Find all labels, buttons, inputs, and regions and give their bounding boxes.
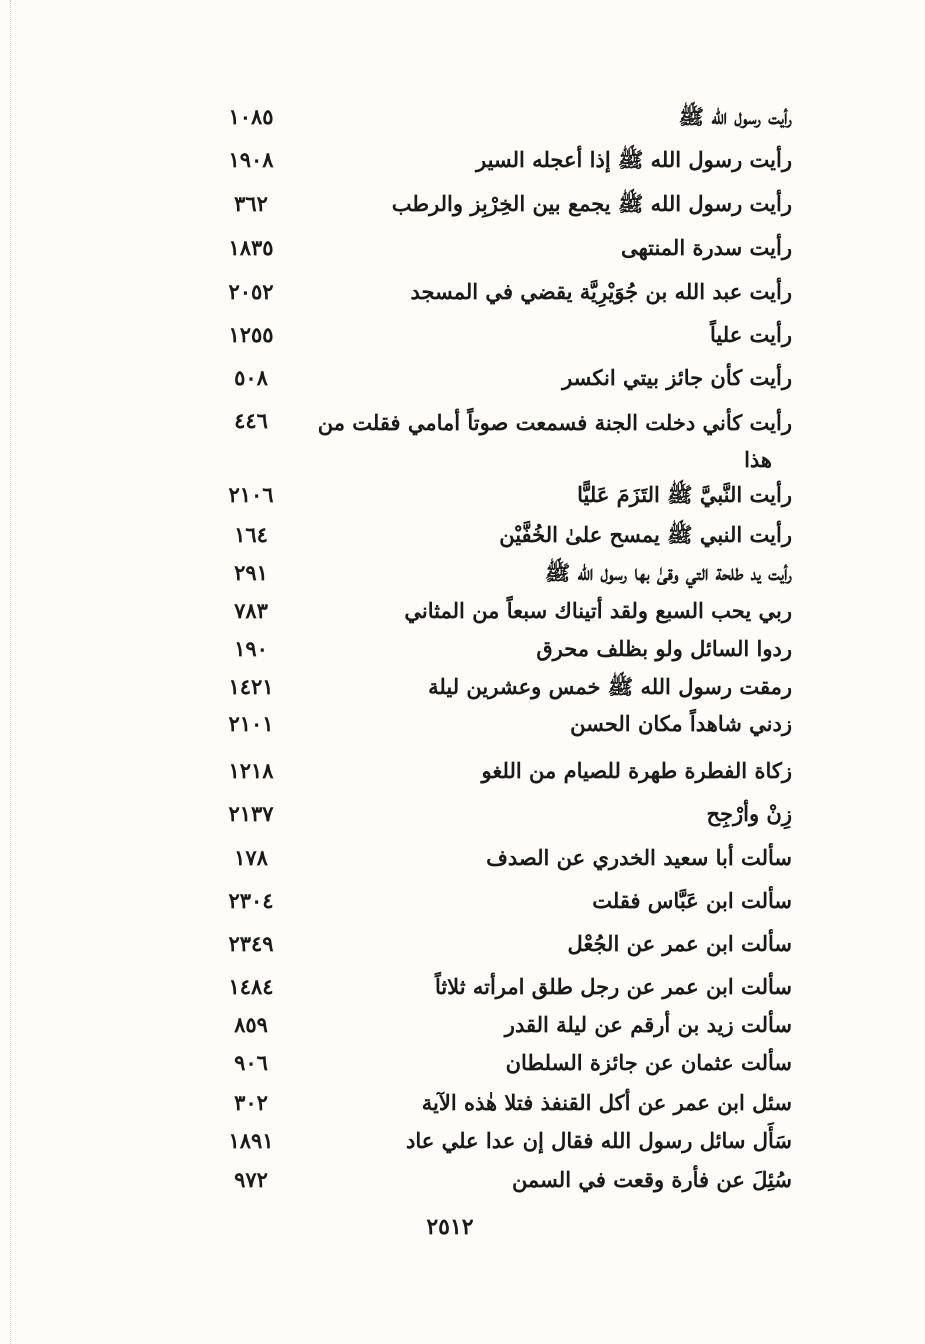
entry-number: ١٤٨٤	[228, 974, 274, 999]
index-entry	[200, 231, 800, 269]
index-entry	[200, 1046, 800, 1084]
entry-phrase: سُئِلَ عن فأرة وقعت في السمن	[511, 1167, 792, 1192]
index-entry	[200, 404, 800, 480]
index-entry	[200, 187, 800, 225]
entry-number: ١٢١٨	[228, 758, 274, 783]
entry-number: ٨٥٩	[234, 1012, 268, 1037]
entry-phrase: رأيت رسول الله ﷺ يجمع بين الخِرْبِز والرطب	[391, 191, 792, 216]
index-entry	[200, 797, 800, 835]
entry-phrase: سألت أبا سعيد الخدري عن الصدف	[486, 845, 792, 870]
entry-phrase: رأيت علياً	[710, 322, 792, 347]
entry-phrase	[302, 404, 792, 478]
entry-phrase: ردوا السائل ولو بظلف محرق	[536, 636, 792, 661]
entry-phrase: سألت ابن عمر عن الجُعْل	[567, 931, 792, 956]
entry-phrase: رأيت كأن جائز بيتي انكسر	[562, 365, 792, 390]
index-entry	[200, 100, 800, 138]
entry-phrase: رمقت رسول الله ﷺ خمس وعشرين ليلة	[428, 674, 792, 699]
entry-phrase: زكاة الفطرة طهرة للصيام من اللغو	[481, 758, 792, 783]
entry-phrase-line: رأيت كأني دخلت الجنة فسمعت صوتاً أمامي فقلت من	[317, 410, 792, 435]
entry-number: ٢٣٤٩	[228, 931, 274, 956]
index-entry	[200, 670, 800, 708]
index-entry	[200, 318, 800, 356]
entry-phrase: زِنْ وأرْجِح	[706, 801, 792, 826]
entry-phrase: رأيت رسول الله ﷺ إذا أعجله السير	[475, 147, 792, 172]
entry-phrase: رأيت رسول الله ﷺ	[678, 104, 792, 129]
index-entry	[200, 478, 800, 516]
index-entry	[200, 754, 800, 792]
entry-number: ٩٧٢	[234, 1167, 268, 1192]
index-entry	[200, 594, 800, 632]
index-entry	[200, 927, 800, 965]
entry-number: ١٦٤	[234, 522, 268, 547]
entry-number: ٥٠٨	[234, 365, 268, 390]
entry-number: ٢٩١	[234, 560, 268, 585]
index-entry	[200, 970, 800, 1008]
index-entry	[200, 361, 800, 399]
entry-phrase-continuation: هذا	[744, 447, 772, 472]
entry-phrase: ربي يحب السبع ولقد أتيناك سبعاً من المثاني	[404, 598, 792, 623]
entry-phrase: سألت عثمان عن جائزة السلطان	[505, 1050, 792, 1075]
index-entry	[200, 632, 800, 670]
entry-number: ١٨٩١	[228, 1128, 274, 1153]
entry-number: ١٤٢١	[228, 674, 274, 699]
index-entry	[200, 143, 800, 181]
entry-phrase: رأيت النبي ﷺ يمسح علىٰ الخُفَّيْن	[499, 522, 792, 547]
index-entry	[200, 1163, 800, 1201]
index-entry	[200, 1124, 800, 1162]
entry-number: ٢١٣٧	[228, 801, 274, 826]
index-entry	[200, 841, 800, 879]
entry-phrase: سألت ابن عَبَّاس فقلت	[592, 888, 792, 913]
entry-number: ١٠٨٥	[228, 104, 274, 129]
entry-phrase: سألت زيد بن أرقم عن ليلة القدر	[504, 1012, 792, 1037]
entry-number: ١٢٥٥	[228, 322, 274, 347]
index-entry	[200, 884, 800, 922]
index-entry	[200, 518, 800, 556]
entry-number: ٧٨٣	[234, 598, 268, 623]
index-entry	[200, 1008, 800, 1046]
page-number: ٢٥١٢	[426, 1214, 474, 1240]
entry-number: ٢٣٠٤	[228, 888, 274, 913]
entry-number: ٢١٠١	[228, 711, 274, 736]
entry-phrase: رأيت النَّبيَّ ﷺ التَزَمَ عَليًّا	[577, 482, 792, 507]
index-entry	[200, 556, 800, 594]
index-entry	[200, 275, 800, 313]
entry-number: ١٧٨	[234, 845, 268, 870]
entry-phrase: رأيت يد طلحة التي وقىٰ بها رسول الله ﷺ	[544, 560, 792, 585]
entry-phrase: سألت ابن عمر عن رجل طلق امرأته ثلاثاً	[434, 974, 792, 999]
entry-phrase: رأيت سدرة المنتهى	[620, 235, 792, 260]
entry-number: ١٨٣٥	[228, 235, 274, 260]
entry-phrase: سئل ابن عمر عن أكل القنفذ فتلا هٰذه الآية	[421, 1090, 792, 1115]
entry-number: ١٩٠٨	[228, 147, 274, 172]
entry-number: ٩٠٦	[234, 1050, 268, 1075]
entry-number: ٣٠٢	[234, 1090, 268, 1115]
entry-number: ٢٠٥٢	[228, 279, 274, 304]
index-entry	[200, 1086, 800, 1124]
entry-number: ٢١٠٦	[228, 482, 274, 507]
entry-phrase: سَأَل سائل رسول الله فقال إن عدا علي عاد	[406, 1128, 792, 1153]
entry-phrase: رأيت عبد الله بن جُوَيْرِيَّة يقضي في المسجد	[410, 279, 792, 304]
entry-number: ١٩٠	[234, 636, 268, 661]
index-entry	[200, 707, 800, 745]
entry-number: ٤٤٦	[234, 408, 268, 433]
entry-phrase: زدني شاهداً مكان الحسن	[570, 711, 792, 736]
entry-number: ٣٦٢	[234, 191, 268, 216]
